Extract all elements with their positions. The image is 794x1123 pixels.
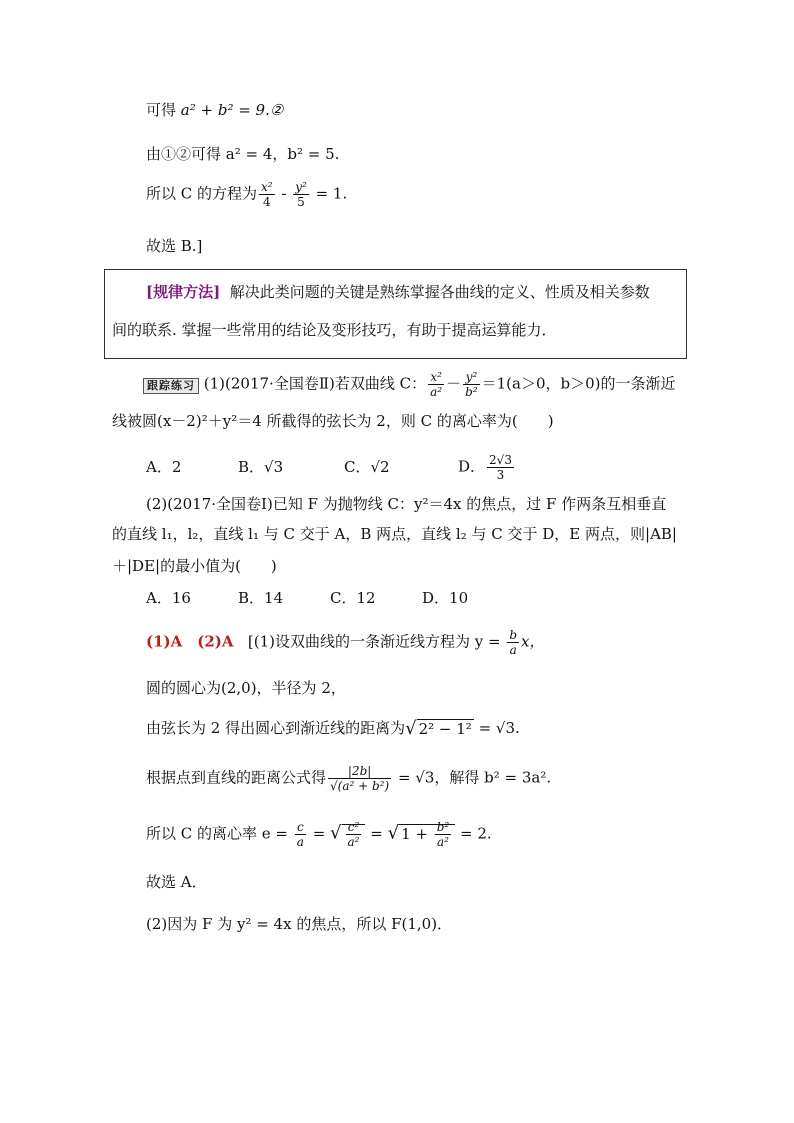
solution-line-1 — [146, 628, 544, 657]
fraction — [328, 764, 391, 793]
operator: = — [365, 824, 388, 843]
operator: = — [307, 824, 331, 843]
equation: a² + b² = 9.② — [180, 101, 284, 119]
method-line-2: 间的联系. 掌握一些常用的结论及变形技巧，有助于提高运算能力． — [112, 321, 557, 339]
denominator: a² — [430, 385, 443, 399]
option-d: D．10 — [422, 589, 469, 607]
radical: √ $\frac{\text{c²}}{\text{a²}}$ — [330, 820, 365, 849]
radicand — [342, 820, 366, 849]
text: [(1)设双曲线的一条渐近线方程为 y = — [247, 632, 506, 651]
denominator: a² — [347, 835, 360, 849]
solution-line-3 — [146, 718, 520, 739]
fraction — [507, 628, 519, 657]
text: 由弦长为 2 得出圆心到渐近线的距离为 — [146, 719, 406, 737]
radical: √ 2² − 1² — [405, 718, 472, 739]
practice-q2-options — [146, 588, 468, 608]
text: = 2. — [455, 824, 492, 843]
option-b: B．14 — [238, 589, 284, 607]
option-a: A．2 — [146, 457, 182, 476]
answers: (1)A (2)A — [146, 632, 234, 651]
numerator: x² — [428, 370, 444, 385]
practice-q2-line2: 的直线 l₁，l₂，直线 l₁ 与 C 交于 A，B 两点，直线 l₂ 与 C 交于 D，E 两点，则|AB| — [112, 525, 677, 543]
numerator: y² — [295, 180, 307, 194]
practice-q1-line1 — [143, 370, 676, 399]
fraction — [463, 370, 480, 399]
denominator: √(a² + b²) — [330, 779, 390, 793]
option-c: C．12 — [330, 589, 376, 607]
practice-q1-line2: 线被圆(x－2)²＋y²＝4 所截得的弦长为 2，则 C 的离心率为( ) — [112, 412, 554, 430]
radical: √ 1 + $\frac{\text{b²}}{\text{a²}}$ — [388, 820, 456, 849]
solution-line-4 — [146, 764, 551, 793]
numerator: c² — [346, 820, 362, 835]
text: = √3. — [473, 719, 520, 737]
text: = 1. — [310, 184, 348, 203]
method-tag: [规律方法] — [146, 283, 221, 301]
fraction — [428, 370, 444, 399]
practice-tag: 跟踪练习 — [143, 378, 199, 394]
text: ＝1(a＞0，b＞0)的一条渐近 — [481, 374, 676, 393]
option-b: B．√3 — [238, 457, 284, 476]
operator: － — [446, 374, 462, 393]
option-d — [458, 453, 516, 482]
practice-q1-options — [146, 453, 516, 482]
fraction — [293, 180, 309, 209]
numerator: b — [509, 628, 517, 642]
option-a: A．16 — [146, 589, 191, 607]
text: (1)(2017·全国卷Ⅱ)若双曲线 C： — [203, 374, 427, 393]
text: 1 + — [401, 824, 433, 843]
numerator: |2b| — [328, 764, 391, 779]
numerator: b² — [436, 820, 450, 834]
denominator: 4 — [262, 195, 271, 209]
solution-line-6: 故选 A． — [146, 873, 207, 891]
text: 可得 — [146, 101, 181, 119]
radicand — [399, 820, 455, 849]
denominator: b² — [465, 385, 478, 399]
method-text: 解决此类问题的关键是熟练掌握各曲线的定义、性质及相关参数 — [229, 283, 650, 301]
radicand: 2² − 1² — [418, 720, 472, 738]
line-derive-1 — [146, 100, 283, 120]
numerator: c — [295, 820, 306, 835]
line-equation-c — [146, 180, 347, 209]
line-choice-b: 故选 B.] — [146, 237, 203, 255]
operator: - — [276, 184, 292, 203]
text: x， — [521, 632, 545, 651]
denominator: 5 — [297, 195, 305, 209]
denominator: a — [509, 643, 517, 657]
practice-q2-line1: (2)(2017·全国卷Ⅰ)已知 F 为抛物线 C：y²＝4x 的焦点，过 F 作两条互相垂直 — [146, 495, 667, 513]
denominator: a² — [437, 835, 449, 849]
option-d-label: D． — [458, 457, 486, 476]
numerator: y² — [463, 370, 480, 385]
line-derive-2: 由①②可得 a² = 4，b² = 5. — [146, 145, 340, 163]
solution-line-7: (2)因为 F 为 y² = 4x 的焦点，所以 F(1,0)． — [146, 915, 453, 933]
option-c: C．√2 — [344, 457, 390, 476]
method-line-1 — [146, 282, 650, 302]
denominator: 3 — [496, 468, 505, 482]
denominator: a — [296, 835, 304, 849]
practice-q2-line3: ＋|DE|的最小值为( ) — [112, 557, 277, 575]
numerator: x² — [261, 180, 273, 194]
text: 所以 C 的离心率 e = — [146, 824, 293, 843]
fraction — [487, 453, 514, 482]
fraction — [435, 820, 452, 849]
text: 所以 C 的方程为 — [146, 184, 258, 203]
text: = √3，解得 b² = 3a². — [393, 768, 552, 787]
fraction — [259, 180, 275, 209]
solution-line-5 — [146, 820, 492, 849]
numerator: 2√3 — [489, 453, 512, 467]
text: 根据点到直线的距离公式得 — [146, 768, 327, 787]
fraction — [346, 820, 362, 849]
solution-line-2: 圆的圆心为(2,0)，半径为 2， — [146, 679, 346, 697]
fraction — [295, 820, 306, 849]
